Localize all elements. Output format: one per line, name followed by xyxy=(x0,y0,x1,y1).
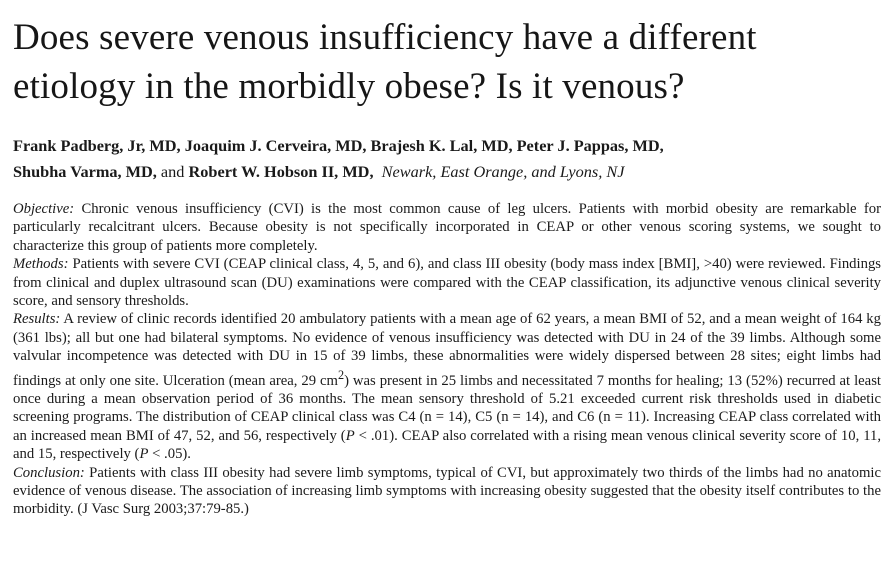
author-list xyxy=(13,133,881,185)
citation: (J Vasc Surg 2003;37:79-85.) xyxy=(73,501,249,518)
conclusion-label: Conclusion: xyxy=(13,464,85,481)
results-superscript: 2 xyxy=(337,367,345,382)
article-title xyxy=(13,13,881,111)
authors-line-1: Frank Padberg, Jr, MD, Joaquim J. Cerveira, MD, Brajesh K. Lal, MD, Peter J. Pappas, MD, xyxy=(13,136,664,155)
abstract-objective xyxy=(13,200,881,255)
author-hobson: Robert W. Hobson II, MD, xyxy=(188,162,374,181)
methods-text: Patients with severe CVI (CEAP clinical class, 4, 5, and 6), and class III obesity (body mass index [BMI], >40) were reviewed. Findings from clinical and duplex ultrasound scan (DU) examinations were compared with the CEAP classification, its adjunctive venous clinical severity score, and sensory thresholds. xyxy=(13,256,881,310)
results-text-4: < .05). xyxy=(148,446,191,463)
objective-text: Chronic venous insufficiency (CVI) is the most common cause of leg ulcers. Patients with morbid obesity are remarkable for particularly recalcitrant ulcers. Because obesity is not specifically incorporated in CEAP or other venous scoring systems, we sought to characterize this group of patients more completely. xyxy=(13,201,881,254)
results-label: Results: xyxy=(13,311,61,328)
author-varma: Shubha Varma, MD, xyxy=(13,162,157,181)
results-p-value-1: P xyxy=(345,427,355,444)
results-text-1: A review of clinic records identified 20 ambulatory patients with a mean age of 62 years, a mean BMI of 52, and a mean weight of 164 kg (361 lbs); all but one had bilateral symptoms. No evidence of venous insufficiency was detected with DU in 24 of the 39 limbs. Although some valvular incompetence was detected with DU in 15 of 39 limbs, these abnormalities were widely dispersed between 28 sites; eight limbs had findings at only one site. Ulceration (mean area, 29 cm xyxy=(13,311,881,389)
results-text-2: ) was present in 25 limbs and necessitated 7 months for healing; 13 (52%) recurred at least once during a mean observation period of 36 months. The mean sensory threshold of 5.21 exceeded current risk thresholds used in diabetic screening programs. The distribution of CEAP clinical class was C4 (n = 14), C5 (n = 14), and C6 (n = 11). Increasing CEAP class correlated with an increased mean BMI of 47, 52, and 56, respectively ( xyxy=(13,372,881,444)
abstract xyxy=(13,200,881,519)
authors-and: and xyxy=(156,162,189,181)
abstract-methods xyxy=(13,255,881,310)
abstract-results xyxy=(13,310,881,463)
author-affiliation: Newark, East Orange, and Lyons, NJ xyxy=(381,162,625,181)
title-line-1: Does severe venous insufficiency have a different xyxy=(13,17,757,58)
results-p-value-2: P xyxy=(139,446,149,463)
methods-label: Methods: xyxy=(13,256,69,273)
article-header xyxy=(13,0,881,519)
conclusion-text: Patients with class III obesity had severe limb symptoms, typical of CVI, but approximately two thirds of the limbs had no anatomic evidence of venous disease. The association of increasing limb symptoms with increasing obesity suggested that the obesity itself contributes to the morbidity. xyxy=(13,464,881,518)
abstract-conclusion xyxy=(13,464,881,519)
title-line-2: etiology in the morbidly obese? Is it venous? xyxy=(13,66,685,107)
results-text-3: < .01). CEAP also correlated with a rising mean venous clinical severity score of 10, 11, and 15, respectively ( xyxy=(13,427,882,463)
objective-label: Objective: xyxy=(13,201,75,217)
